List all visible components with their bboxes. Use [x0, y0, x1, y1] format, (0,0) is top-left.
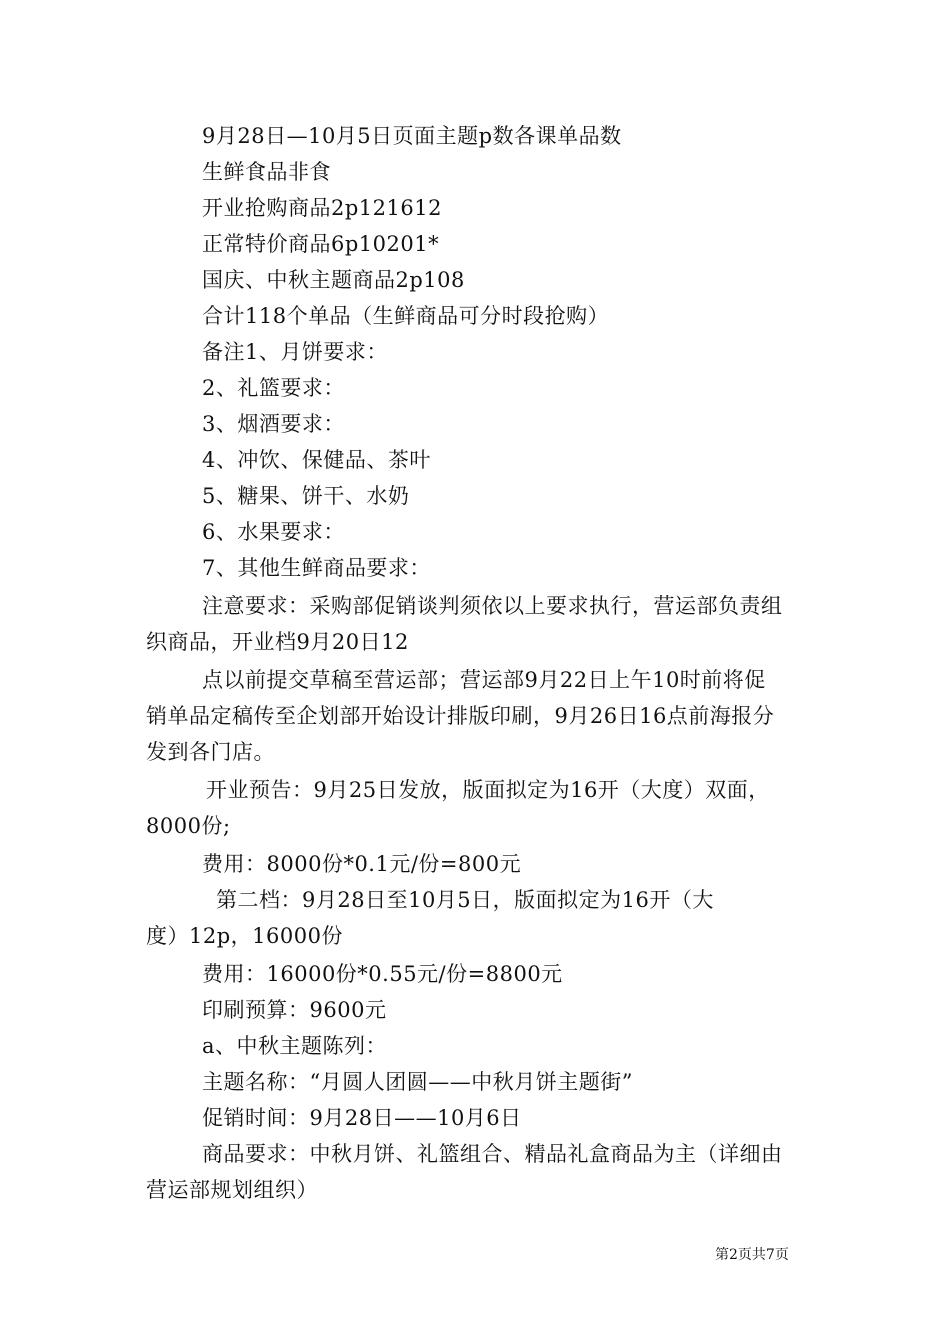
text-line: 发到各门店。: [146, 740, 275, 764]
text-line: 生鲜食品非食: [202, 160, 331, 184]
text-line: a、中秋主题陈列：: [202, 1034, 388, 1058]
text-line: 销单品定稿传至企划部开始设计排版印刷，9月26日16点前海报分: [146, 704, 775, 728]
text-line: 织商品，开业档9月20日12: [146, 630, 409, 654]
text-line: 4、冲饮、保健品、茶叶: [202, 448, 431, 472]
text-line: 印刷预算：9600元: [202, 998, 387, 1022]
text-line: 8000份;: [146, 814, 231, 838]
text-line: 2、礼篮要求：: [202, 376, 345, 400]
text-line: 5、糖果、饼干、水奶: [202, 484, 410, 508]
text-line: 注意要求：采购部促销谈判须依以上要求执行，营运部负责组: [202, 594, 783, 618]
text-line: 点以前提交草稿至营运部；营运部9月22日上午10时前将促: [202, 668, 766, 692]
text-line: 合计118个单品（生鲜商品可分时段抢购）: [202, 304, 610, 328]
text-line: 9月28日—10月5日页面主题p数各课单品数: [202, 124, 622, 148]
text-line: 促销时间：9月28日——10月6日: [202, 1106, 522, 1130]
text-line: 费用：8000份*0.1元/份=800元: [202, 852, 522, 876]
text-line: 3、烟酒要求：: [202, 412, 345, 436]
text-line: 开业预告：9月25日发放，版面拟定为16开（大度）双面，: [206, 778, 770, 802]
text-line: 6、水果要求：: [202, 520, 345, 544]
text-line: 7、其他生鲜商品要求：: [202, 556, 431, 580]
text-line: 营运部规划组织）: [146, 1178, 318, 1202]
text-line: 商品要求：中秋月饼、礼篮组合、精品礼盒商品为主（详细由: [202, 1142, 783, 1166]
text-line: 第二档：9月28日至10月5日，版面拟定为16开（大: [216, 888, 714, 912]
text-line: 费用：16000份*0.55元/份=8800元: [202, 962, 563, 986]
text-line: 主题名称：“月圆人团圆——中秋月饼主题街”: [202, 1070, 633, 1094]
text-line: 正常特价商品6p10201*: [202, 232, 440, 256]
text-line: 备注1、月饼要求：: [202, 340, 388, 364]
text-line: 国庆、中秋主题商品2p108: [202, 268, 465, 292]
text-line: 度）12p，16000份: [146, 924, 343, 948]
page-number: 第2页共7页: [715, 1247, 789, 1263]
text-line: 开业抢购商品2p121612: [202, 196, 442, 220]
